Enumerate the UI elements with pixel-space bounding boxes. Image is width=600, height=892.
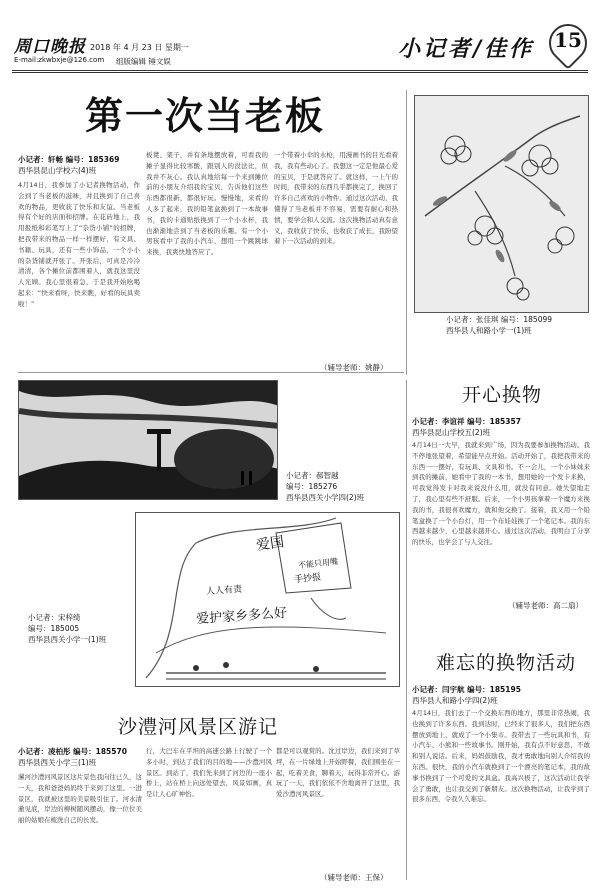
paper-name: 周口晚报 xyxy=(14,37,86,57)
image1-school: 西华县人和路小学一(1)班 xyxy=(446,326,532,335)
silhouette-painting-art xyxy=(19,381,278,500)
poster-drawing xyxy=(135,512,400,687)
image3-school: 西华县西关小学一(1)班 xyxy=(28,635,107,644)
article2-byline xyxy=(412,416,592,438)
poster-text-4: 人人有责 xyxy=(205,584,243,598)
section-divider xyxy=(18,372,404,373)
article3-title: 难忘的换物活动 xyxy=(436,652,577,674)
image3-author: 小记者：宋梓绮 xyxy=(28,613,81,622)
article1-col1: 4月14日，我参加了小记者换物活动，作会到了当老板的滋味，并且换到了自己喜欢的物品，更收获了快乐和友谊。当老板得有个好的店面和招牌。在花砖地上，我用报纸和彩笔写上了“杂货小铺”的招牌，把我带来的物品一样一样摆好，有文具、书籍、玩具，还有一些小饰品，一个小小的杂货铺就开张了。开张后，可真是冷冷清清，各个摊位前都围着人，就我这里没人光顾。我心里很着急，于是我开始吆喝起来：“快来看呀，快来瞧，好看的玩具卖啦！” xyxy=(18,181,140,308)
poster-text-2: 不能只用嘴 xyxy=(297,556,339,571)
image3-number: 编号：185005 xyxy=(28,624,80,633)
article2-teacher: （辅导老师：高二扇） xyxy=(508,601,583,610)
article2-author: 小记者：李谊祥 编号：185357 xyxy=(412,417,521,426)
article2-school: 西华县昆山学校五(2)班 xyxy=(412,428,491,437)
article3-school: 西华县人和路小学四(2)班 xyxy=(412,696,498,705)
article4-col1: 漯河沙澧河风景区这片景色我向往已久，这一天，我和爸爸妈妈终于来到了这里。一进景区，我就被这里的美景吸引住了。河水清澈见底，岸边的柳树随风摆动，像一位位美丽的姑娘在梳洗自己的长发。 xyxy=(18,773,142,825)
contact-email[interactable]: E-mail:zkwbxje@126.com xyxy=(14,56,105,64)
page-number: 15 xyxy=(554,28,582,52)
flower-drawing xyxy=(414,95,589,313)
image1-caption xyxy=(446,314,591,336)
article3-body: 4月14日，我们去了一个交换东西的地方，那里非常热闹，我也换到了许多东西。我到达时，已经来了很多人，我们把东西摆放到地上，就成了一个小集市。我带去了一些玩具和书，有小汽车、小熊和一些故事书。刚开始，我有点不好意思，不敢和别人说话。后来，妈妈鼓励我，我才勇敢地向别人介绍我的东西。很快，我的小汽车就换到了一个漂亮的笔记本，我的故事书换到了一个可爱的文具盒。我高兴极了，这次活动让我学会了勇敢，也让我交到了新朋友。这次换物活动，让我学到了很多东西，令我久久难忘。 xyxy=(412,709,590,804)
article1-col2: 板凳、架子，并有条地摆放着，可看我的摊子显得比较寒酸，跟别人的没法比，但我并不灰心。我认真地给每一个来到摊位前的小朋友介绍我的宝贝，告诉他们这些东西都很新，都很好玩。慢慢地，来看的人多了起来，我的铅笔盒换到了一本故事书，我的卡通贴纸换到了一个小水杯，我也渐渐地尝到了当老板的乐趣。有一个小男孩看中了我的小汽车，想用一个跳跳球来换，我爽快地答应了。 xyxy=(146,151,268,257)
image2-school: 西华县西关小学四(2)班 xyxy=(286,493,365,502)
article1-teacher: （辅导老师：姚静） xyxy=(320,363,388,372)
article2-body: 4月14日一大早，我就来到广场，因为我要参加换物活动。我不停地张望着，希望能早点开始。活动开始了，我把我带来的东西一一摆好，有玩具、文具和书。不一会儿，一个小妹妹来到我的摊前，她看中了我的一本书，想用她的一个发卡来换，可我觉得发卡对我来说没什么用，就没有同意。她失望地走了，我心里有些不舒服。后来，一个小男孩拿着一个魔方来换我的书，我很喜欢魔方，就和他交换了。接着，我又用一个铅笔盒换了一个小台灯，用一个布娃娃换了一个笔记本。我的东西越来越少，心里越来越开心。通过这次活动，我明白了分享的快乐，也学会了与人交往。 xyxy=(412,441,590,547)
article1-school: 西华县昆山学校六(4)班 xyxy=(18,166,97,175)
column-divider-lower xyxy=(406,380,407,880)
article2-title: 开心换物 xyxy=(462,384,543,406)
article4-author: 小记者：凌柏彤 编号：185570 xyxy=(18,747,127,756)
flower-drawing-art xyxy=(415,96,589,313)
column-divider xyxy=(406,90,407,375)
article4-col3: 都是可以观赏的。沈过岸边，我们来到了草坪，在一片绿地上开始野餐，我们围坐在一起，吃着美食，聊着天，玩得非常开心。游玩了一天，我们依依不舍地离开了这里，我爱沙澧河风景区。 xyxy=(276,747,400,799)
article4-byline xyxy=(18,746,148,768)
image2-author: 小记者：郝智越 xyxy=(286,471,339,480)
article1-title: 第一次当老板 xyxy=(85,93,326,138)
image2-caption xyxy=(286,470,401,503)
article4-col2: 行，大巴车在平坦的高速公路上行驶了一个多小时，到达了我们的目的地——沙澧河风景区。到站了，我们先来到了河边的一座小桥上，站在桥上向远处望去，风景如画，真是让人心旷神怡。 xyxy=(146,747,272,799)
issue-date: 2018 年 4 月 23 日 星期一 xyxy=(90,43,189,52)
image3-caption xyxy=(28,612,133,645)
article1-col3: 一个带着小伞的水枪，用漫画书的目光看着我，我有些动心了。我想这一定是他最心爱的宝贝，于是就答应了。就这样，一上午的时间，我带来的东西几乎都换完了，换回了许多自己喜欢的小物件。通过这次活动，我懂得了当老板并不容易，需要有耐心和热情，要学会和人交流。这次换物活动真有意义，我收获了快乐，也收获了成长，我盼望着下一次活动的到来。 xyxy=(274,151,398,246)
section-title: 小记者/佳作 xyxy=(398,36,535,62)
article4-school: 西华县西关小学三(1)班 xyxy=(18,758,97,767)
image1-author: 小记者：张佳琪 编号：185099 xyxy=(446,315,553,324)
masthead-rule xyxy=(12,70,588,73)
poster-text-1: 爱国 xyxy=(255,534,286,554)
silhouette-painting xyxy=(18,380,278,500)
poster-text-5: 爱护家乡多么好 xyxy=(195,605,288,628)
article4-title: 沙澧河风景区游记 xyxy=(118,716,279,738)
article1-author: 小记者：轩畅 编号：185369 xyxy=(18,155,120,164)
article3-author: 小记者：闫宇航 编号：185195 xyxy=(412,685,521,694)
article4-teacher: （辅导老师：王保） xyxy=(320,873,388,882)
article3-byline xyxy=(412,684,592,706)
editor-credit: 组版编辑 锤文娱 xyxy=(116,57,171,66)
poster-text-3: 手抄报 xyxy=(293,572,322,586)
image2-number: 编号：185276 xyxy=(286,482,338,491)
